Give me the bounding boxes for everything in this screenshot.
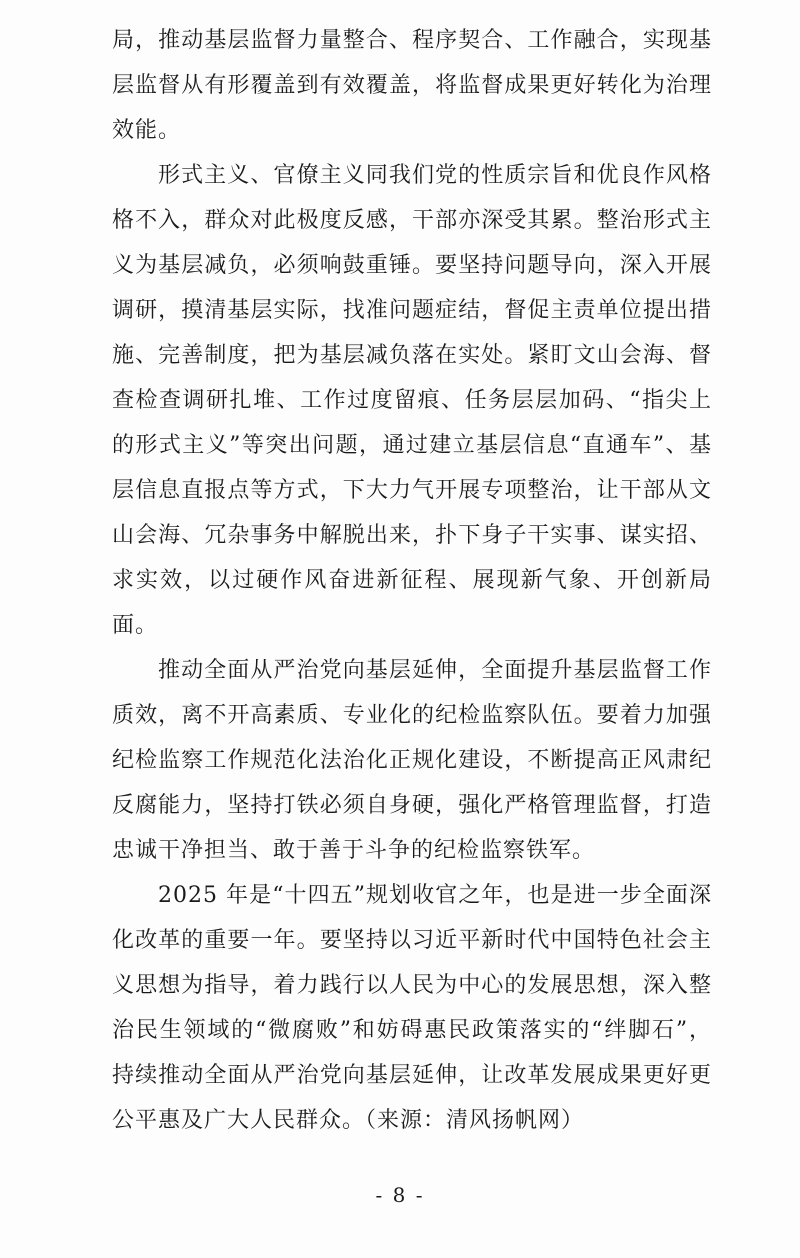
paragraph-formalism: 形式主义、官僚主义同我们党的性质宗旨和优良作风格格不入，群众对此极度反感，干部亦深受其累。整治形式主义为基层减负，必须响鼓重锤。要坚持问题导向，深入开展调研，摸清基层实际，找准问题症结，督促主责单位提出措施、完善制度，把为基层减负落在实处。紧盯文山会海、督查检查调研扎堆、工作过度留痕、任务层层加码、“指尖上的形式主义”等突出问题，通过建立基层信息“直通车”、基层信息直报点等方式，下大力气开展专项整治，让干部从文山会海、冗杂事务中解脱出来，扑下身子干实事、谋实招、求实效，以过硬作风奋进新征程、展现新气象、开创新局面。: [112, 163, 712, 638]
paragraph-2025-reform: 2025 年是“十四五”规划收官之年，也是进一步全面深化改革的重要一年。要坚持以习近平新时代中国特色社会主义思想为指导，着力践行以人民为中心的发展思想，深入整治民生领域的“微腐败”和妨碍惠民政策落实的“绊脚石”，持续推动全面从严治党向基层延伸，让改革发展成果更好更公平惠及广大人民群众。（来源：清风扬帆网）: [112, 883, 712, 1133]
paragraph-continuation: 局，推动基层监督力量整合、程序契合、工作融合，实现基层监督从有形覆盖到有效覆盖，将监督成果更好转化为治理效能。: [112, 28, 712, 143]
document-body: [112, 18, 712, 1143]
page-number: - 8 -: [375, 1183, 425, 1207]
paragraph-discipline-team: 推动全面从严治党向基层延伸，全面提升基层监督工作质效，离不开高素质、专业化的纪检监察队伍。要着力加强纪检监察工作规范化法治化正规化建设，不断提高正风肃纪反腐能力，坚持打铁必须自身硬，强化严格管理监督，打造忠诚干净担当、敢于善于斗争的纪检监察铁军。: [112, 658, 712, 863]
